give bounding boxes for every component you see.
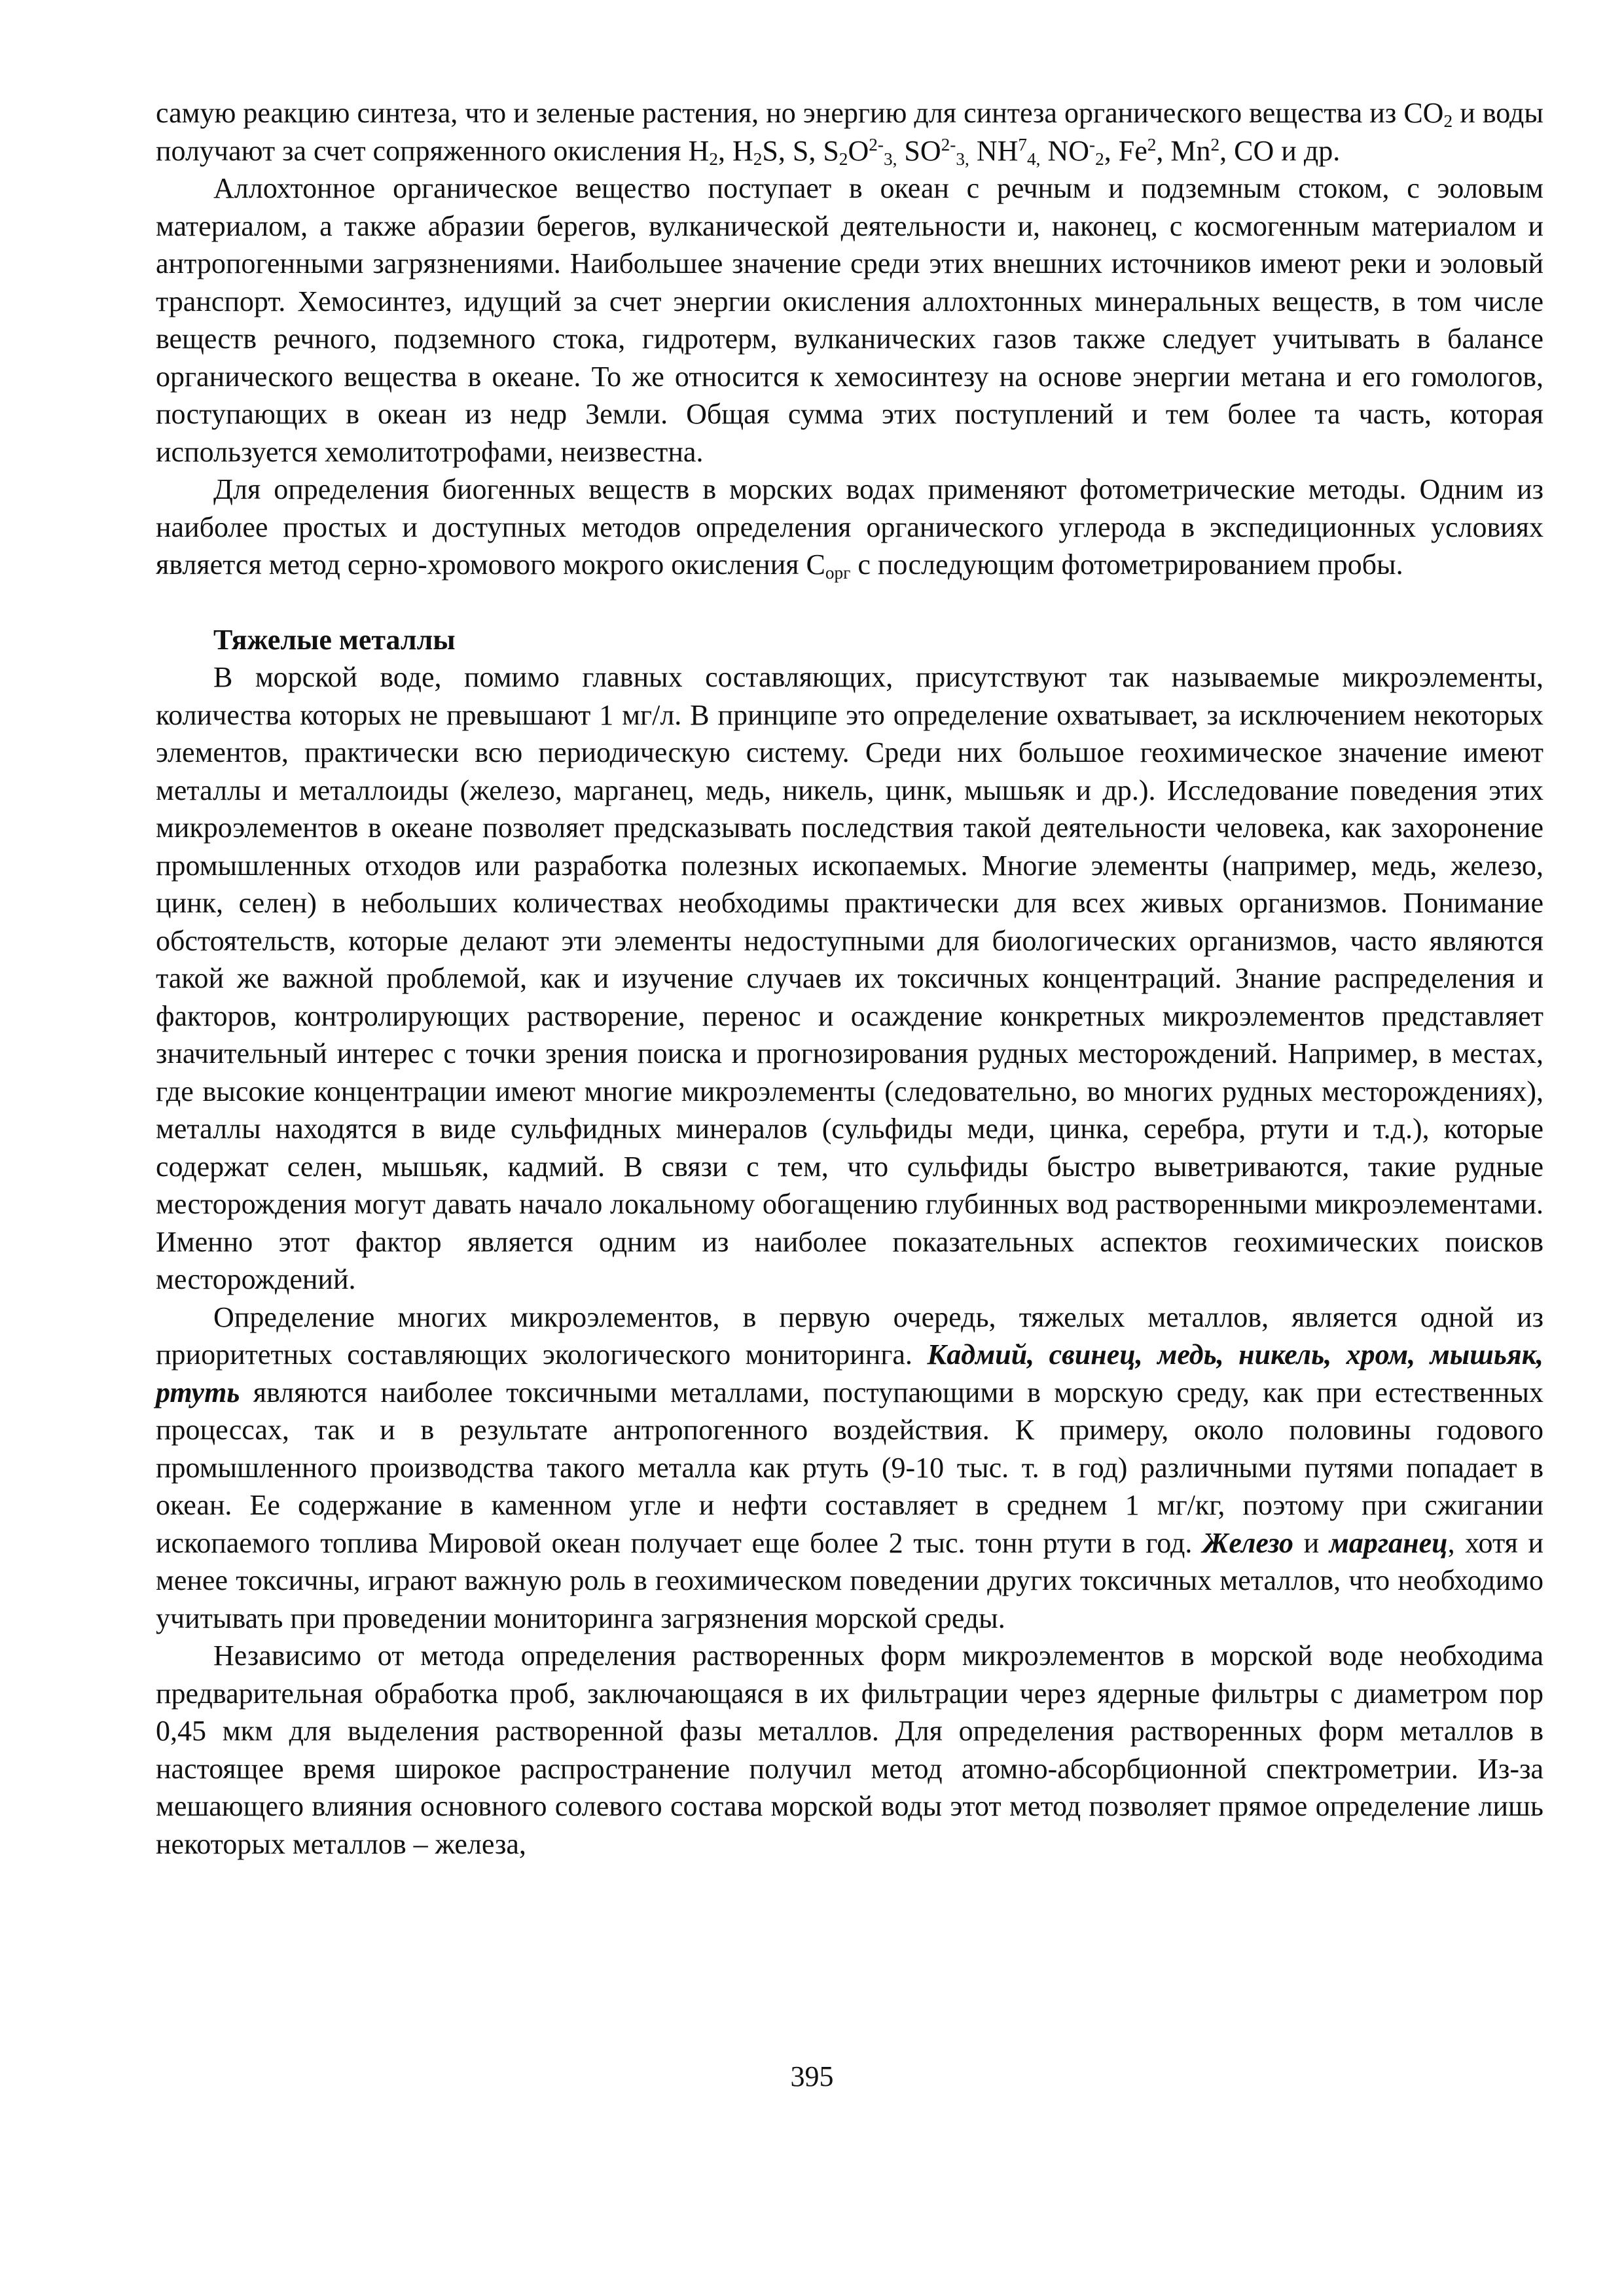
subscript: 3, — [883, 149, 897, 169]
page-body — [156, 94, 1543, 1863]
emphasis-iron: Железо — [1202, 1526, 1293, 1559]
emphasis-toxic-metals: Кадмий, свинец, медь, никель, хром, мышьяк, ртуть — [156, 1338, 1543, 1408]
text-run: , H — [717, 134, 753, 167]
subscript: 2 — [839, 149, 848, 169]
text-run: NO — [1040, 134, 1090, 167]
subscript: орг — [825, 562, 851, 583]
section-heading: Тяжелые металлы — [213, 623, 456, 656]
subscript: 2 — [1095, 149, 1104, 169]
text-run: являются наиболее токсичными металлами, поступающими в морскую среду, как при естественных процессах, так и в результате антропогенного воздействия. К примеру, около половины годового промышленного производства такого металла как ртуть (9-10 тыс. т. в год) различными путями попадает в океан. Ее содержание в каменном угле и нефти составляет в среднем 1 мг/кг, поэтому при сжигании ископаемого топлива Мировой океан получает еще более 2 тыс. тонн ртути в год. — [156, 1376, 1543, 1559]
text-run: с последующим фотометрированием пробы. — [850, 548, 1403, 581]
text-run: O — [848, 134, 869, 167]
page-number: 395 — [790, 2060, 834, 2092]
superscript: 2 — [1210, 134, 1220, 154]
section-gap — [156, 584, 1543, 621]
superscript: 7 — [1018, 134, 1028, 154]
text-run: и — [1293, 1526, 1329, 1559]
superscript: 2- — [869, 134, 884, 154]
subscript: 2 — [709, 149, 718, 169]
subscript: 2 — [753, 149, 763, 169]
text-run: , хотя и менее токсичны, играют важную роль в геохимическом поведении других токсичных металлов, что необходимо учитывать при проведении мониторинга загрязнения морской среды. — [156, 1526, 1543, 1634]
paragraph-chemosynthesis-end — [156, 94, 1543, 170]
emphasis-manganese: марганец — [1329, 1526, 1448, 1559]
superscript: 2- — [941, 134, 956, 154]
paragraph-photometric-methods — [156, 471, 1543, 584]
text-run: самую реакцию синтеза, что и зеленые растения, но энергию для синтеза органического вещества из CO — [156, 97, 1444, 129]
text-run: NH — [969, 134, 1019, 167]
paragraph-allochthonous: Аллохтонное органическое вещество поступает в океан с речным и подземным стоком, с эоловым материалом, а также абразии берегов, вулканической деятельности и, наконец, с космогенным материалом и антропогенными загрязнениями. Наибольшее значение среди этих внешних источников имеют реки и эоловый транспорт. Хемосинтез, идущий за счет энергии окисления аллохтонных минеральных веществ, в том числе веществ речного, подземного стока, гидротерм, вулканических газов также следует учитывать в балансе органического вещества в океане. То же относится к хемосинтезу на основе энергии метана и его гомологов, поступающих в океан из недр Земли. Общая сумма этих поступлений и тем более та часть, которая используется хемолитотрофами, неизвестна. — [156, 172, 1543, 468]
text-run: Для определения биогенных веществ в морских водах применяют фотометрические методы. Одним из наиболее простых и доступных методов определения органического углерода в экспедиционных условиях является метод серно-хромового мокрого окисления C — [156, 473, 1543, 581]
subscript: 2 — [1443, 111, 1453, 131]
paragraph-sample-preparation: Независимо от метода определения растворенных форм микроэлементов в морской воде необходима предварительная обработка проб, заключающаяся в их фильтрации через ядерные фильтры с диаметром пор 0,45 мкм для выделения растворенной фазы металлов. Для определения растворенных форм металлов в настоящее время широкое распространение получил метод атомно-абсорбционной спектрометрии. Из-за мешающего влияния основного солевого состава морской воды этот метод позволяет прямое определение лишь некоторых металлов – железа, — [156, 1640, 1543, 1860]
subscript: 4, — [1027, 149, 1041, 169]
text-run: , Fe — [1104, 134, 1147, 167]
text-run: SO — [897, 134, 941, 167]
subscript: 3, — [956, 149, 969, 169]
paragraph-trace-elements: В морской воде, помимо главных составляющих, присутствуют так называемые микроэлементы, количества которых не превышают 1 мг/л. В принципе это определение охватывает, за исключением некоторых элементов, практически всю периодическую систему. Среди них большое геохимическое значение имеют металлы и металлоиды (железо, марганец, медь, никель, цинк, мышьяк и др.). Исследование поведения этих микроэлементов в океане позволяет предсказывать последствия такой деятельности человека, как захоронение промышленных отходов или разработка полезных ископаемых. Многие элементы (например, медь, железо, цинк, селен) в небольших количествах необходимы практически для всех живых организмов. Понимание обстоятельств, которые делают эти элементы недоступными для биологических организмов, часто являются такой же важной проблемой, как и изучение случаев их токсичных концентраций. Знание распределения и факторов, контролирующих растворение, перенос и осаждение конкретных микроэлементов представляет значительный интерес с точки зрения поиска и прогнозирования рудных месторождений. Например, в местах, где высокие концентрации имеют многие микроэлементы (следовательно, во многих рудных месторождениях), металлы находятся в виде сульфидных минералов (сульфиды меди, цинка, серебра, ртути и т.д.), которые содержат селен, мышьяк, кадмий. В связи с тем, что сульфиды быстро выветриваются, такие рудные месторождения могут давать начало локальному обогащению глубинных вод растворенными микроэлементами. Именно этот фактор является одним из наиболее показательных аспектов геохимических поисков месторождений. — [156, 661, 1543, 1295]
superscript: 2 — [1147, 134, 1157, 154]
text-run: Определение многих микроэлементов, в первую очередь, тяжелых металлов, является одной из приоритетных составляющих экологического мониторинга. — [156, 1300, 1543, 1371]
text-run: , Mn — [1156, 134, 1211, 167]
superscript: - — [1089, 134, 1096, 154]
paragraph-heavy-metals-monitoring — [156, 1299, 1543, 1638]
text-run: и воды получают за счет сопряженного окисления H — [156, 97, 1543, 167]
text-run: , CO и др. — [1219, 134, 1341, 167]
text-run: S, S, S — [762, 134, 839, 167]
